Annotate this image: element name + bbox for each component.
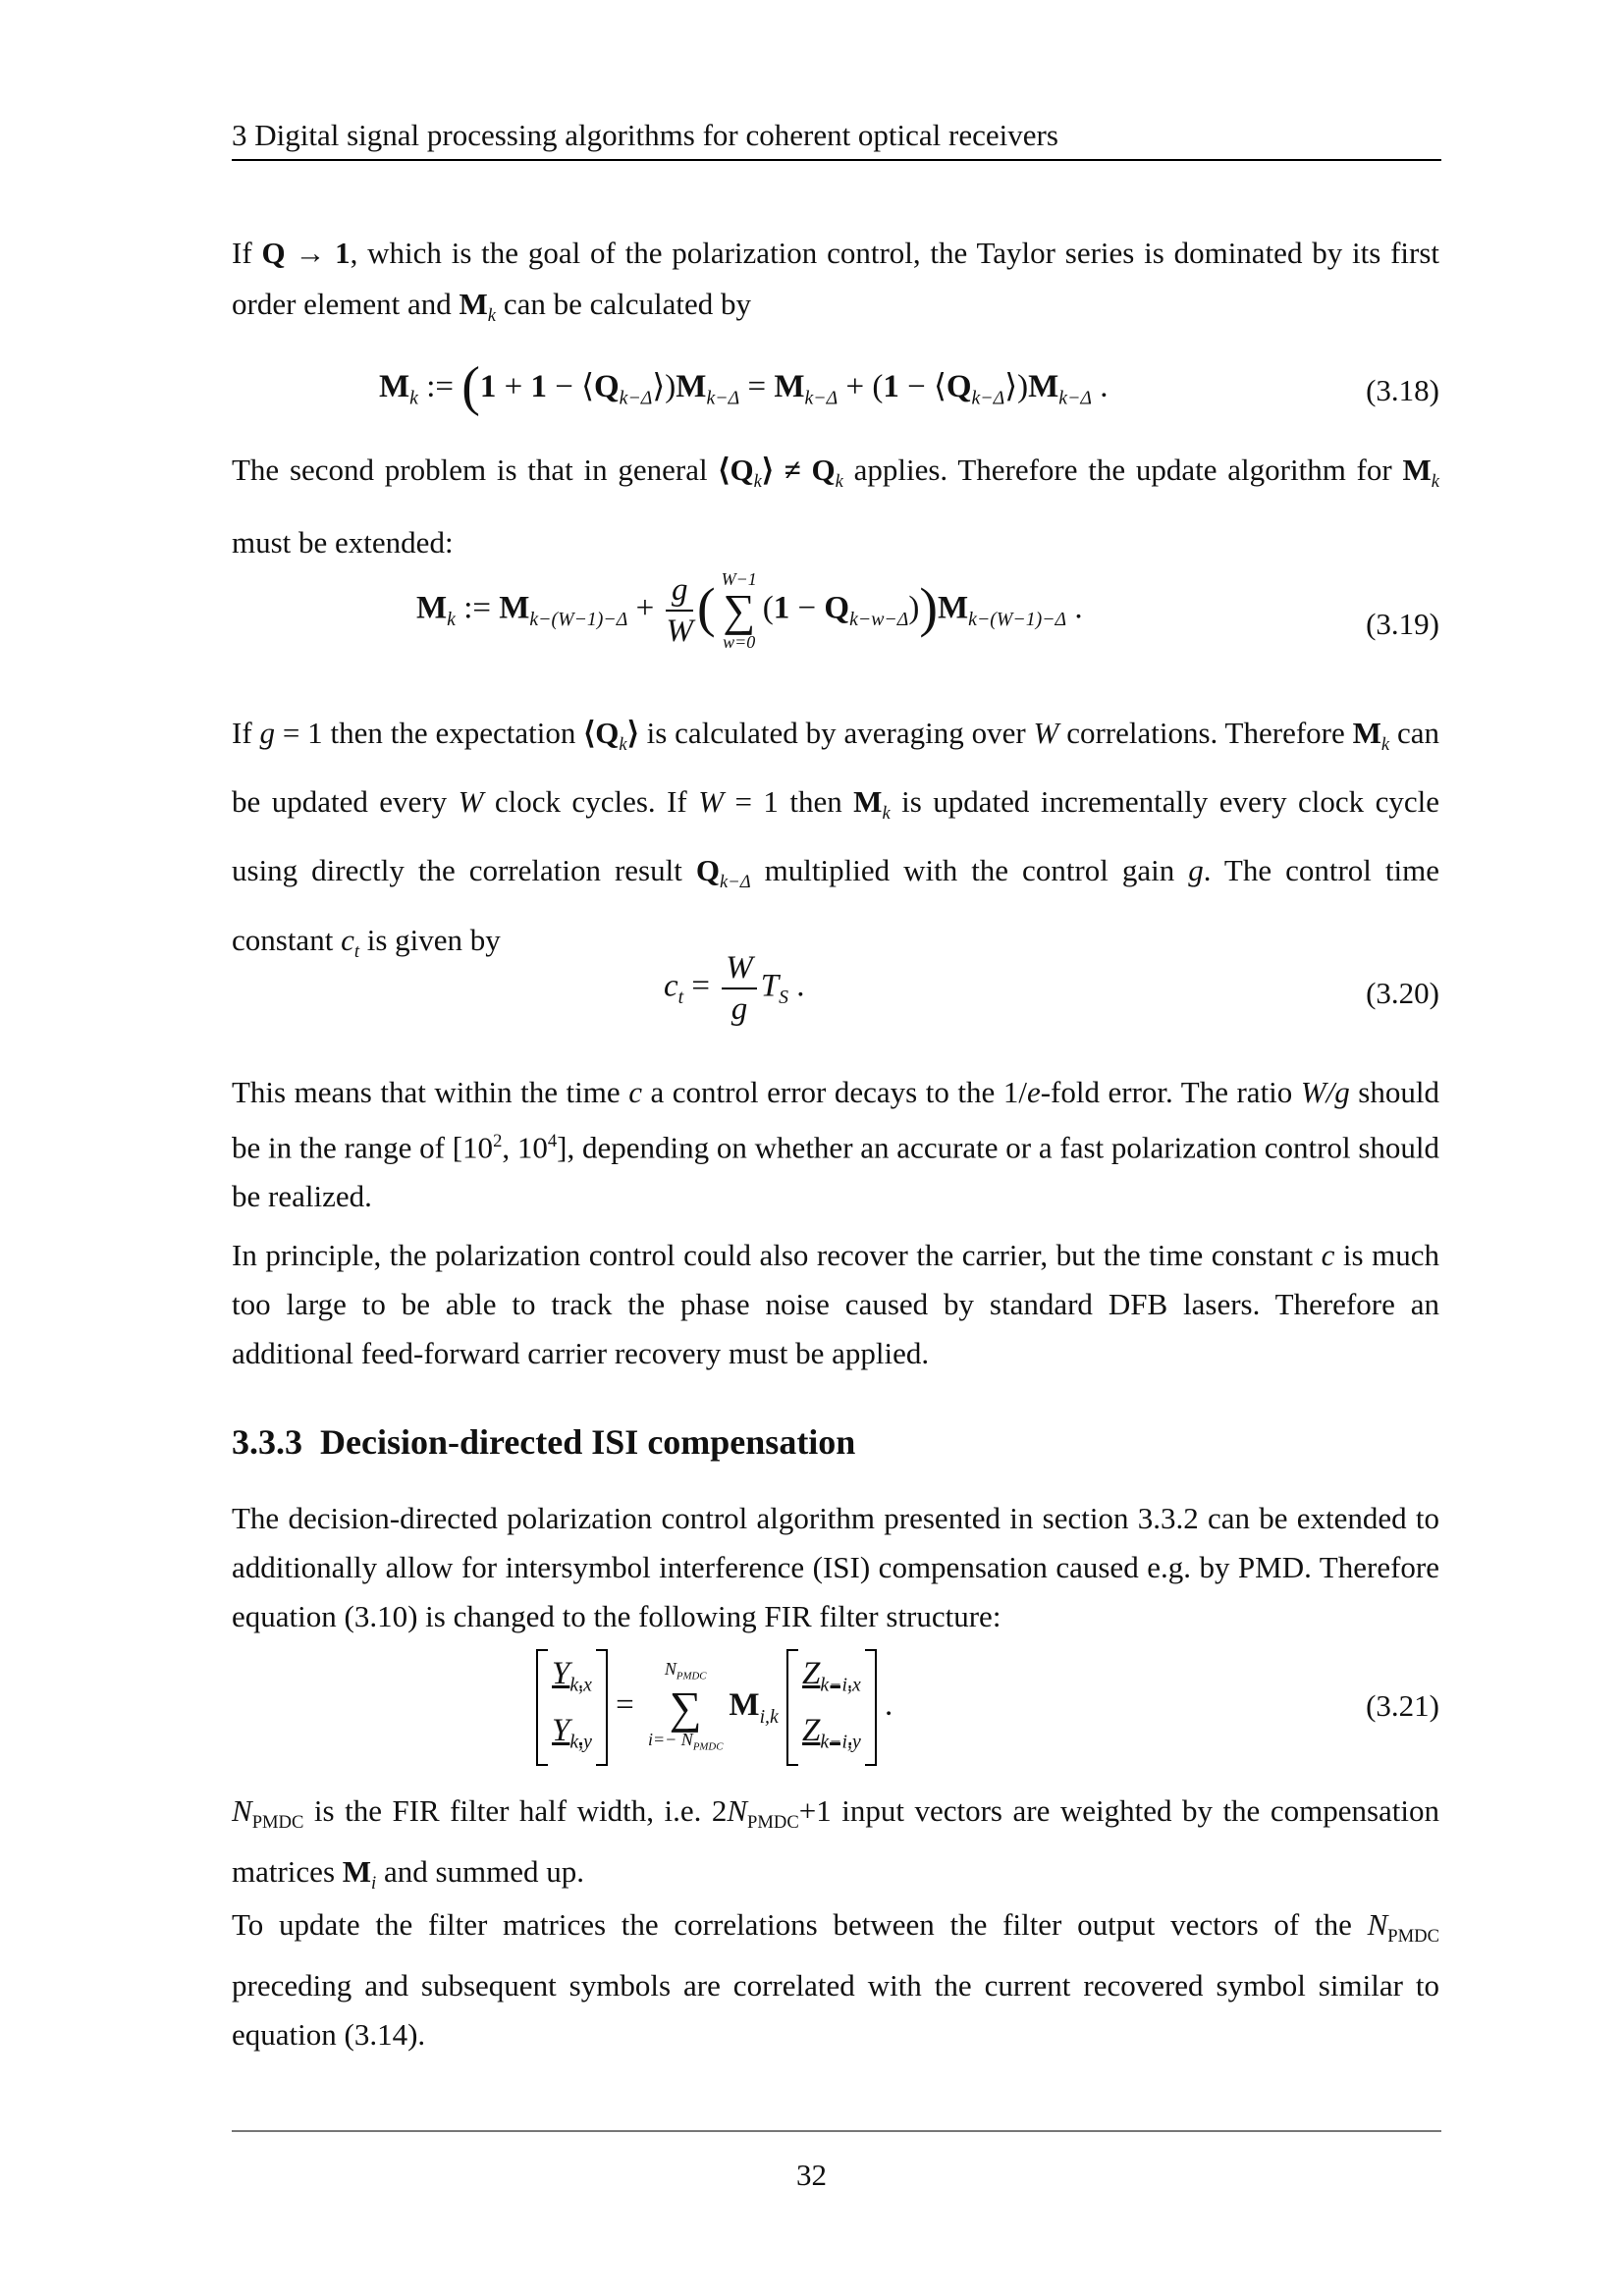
sub: k bbox=[753, 471, 762, 493]
sub: k−Δ bbox=[619, 387, 653, 409]
q: Q bbox=[946, 369, 972, 404]
numerator: g bbox=[666, 570, 693, 612]
cell bbox=[552, 1651, 592, 1708]
op: + ( bbox=[838, 369, 884, 404]
one: 1 bbox=[479, 369, 497, 404]
subscript: k bbox=[487, 305, 497, 327]
lower-limit bbox=[648, 1730, 723, 1757]
z: Z bbox=[802, 1712, 821, 1748]
text: +1 input vectors are weighted by the compensation matrices bbox=[232, 1793, 1439, 1890]
m: M bbox=[499, 590, 530, 626]
text: can be calculated by bbox=[496, 287, 751, 321]
formula bbox=[379, 355, 1109, 418]
sub: k,x bbox=[569, 1674, 592, 1696]
m: M bbox=[729, 1687, 760, 1724]
sub: k−Δ bbox=[1058, 387, 1093, 409]
sub: k−Δ bbox=[706, 387, 740, 409]
sub: k bbox=[835, 471, 843, 493]
sub: i bbox=[371, 1873, 377, 1895]
var: N bbox=[232, 1793, 252, 1828]
expr: ⟩ bbox=[626, 716, 639, 750]
text: applies. Therefore the update algorithm for bbox=[842, 453, 1403, 487]
q: Q bbox=[824, 590, 850, 626]
sub: t bbox=[677, 987, 684, 1009]
sub: PMDC bbox=[251, 1812, 304, 1834]
equation-3-21 bbox=[232, 1649, 1439, 1767]
paragraph-6: The decision-directed polarization control algorithm presented in section 3.3.2 can be extended to additionally allow for intersymbol interference (ISI) compensation caused e.g. by PMD. Therefore equation (3.10) is changed to the following FIR filter structure: bbox=[232, 1501, 1439, 1633]
period: . bbox=[1066, 590, 1083, 626]
text: preceding and subsequent symbols are correlated with the current recovered symbol similar to equation (3.14). bbox=[232, 1968, 1439, 2053]
m: M bbox=[1402, 453, 1432, 487]
symbol-arrow: → 1 bbox=[285, 236, 351, 270]
sub: PMDC bbox=[1387, 1926, 1439, 1948]
matrix-y bbox=[536, 1649, 608, 1766]
sub: k bbox=[1380, 734, 1390, 756]
fraction bbox=[722, 948, 757, 1029]
section-heading bbox=[232, 1421, 855, 1463]
running-header: 3 Digital signal processing algorithms for coherent optical receivers bbox=[232, 116, 1441, 161]
var: W/g bbox=[1300, 1075, 1350, 1109]
footer-rule bbox=[232, 2130, 1441, 2132]
var: N bbox=[727, 1793, 748, 1828]
m: M bbox=[379, 369, 410, 404]
one: 1 bbox=[883, 369, 899, 404]
op: = bbox=[683, 968, 719, 1004]
paren: ) bbox=[908, 590, 920, 626]
text: -fold error. The ratio bbox=[1040, 1075, 1301, 1109]
text: is the FIR filter half width, i.e. 2 bbox=[303, 1793, 728, 1828]
denominator: W bbox=[666, 614, 693, 649]
cell bbox=[802, 1651, 861, 1708]
var: e bbox=[1026, 1075, 1041, 1109]
numerator: W bbox=[722, 948, 757, 989]
text: In principle, the polarization control could also recover the carrier, but the time constant bbox=[232, 1238, 1322, 1272]
var: g bbox=[1188, 853, 1204, 888]
n: N bbox=[664, 1659, 676, 1679]
page-number: 32 bbox=[796, 2158, 827, 2192]
equation-number: (3.18) bbox=[1366, 373, 1439, 407]
var: N bbox=[1367, 1907, 1388, 1942]
op: = bbox=[739, 369, 775, 404]
cell bbox=[552, 1708, 592, 1765]
equation-3-19 bbox=[232, 569, 1439, 677]
var: c bbox=[1321, 1238, 1335, 1272]
paragraph-1 bbox=[232, 228, 1439, 342]
text: is calculated by averaging over bbox=[638, 716, 1034, 750]
m: M bbox=[853, 784, 883, 820]
sub: k−Δ bbox=[719, 872, 751, 893]
op: − ⟨ bbox=[898, 369, 947, 404]
text: If bbox=[232, 716, 260, 750]
symbol-q: Q bbox=[261, 236, 286, 270]
formula bbox=[416, 569, 1083, 652]
paragraph-8 bbox=[232, 1900, 1439, 2059]
equation-number: (3.20) bbox=[1366, 976, 1439, 1010]
sub: PMDC bbox=[692, 1740, 724, 1753]
equation-3-18 bbox=[232, 355, 1439, 434]
section-number: 3.3.3 bbox=[232, 1422, 302, 1462]
paragraph-2 bbox=[232, 440, 1439, 573]
sub: t bbox=[353, 940, 359, 962]
m: M bbox=[1028, 369, 1059, 404]
m: M bbox=[774, 369, 805, 404]
m: M bbox=[1352, 716, 1381, 750]
sum-operator bbox=[722, 569, 757, 652]
period: . bbox=[1092, 369, 1109, 404]
formula bbox=[664, 948, 805, 1029]
expr: ⟨Q bbox=[718, 453, 754, 487]
y: Y bbox=[552, 1712, 570, 1748]
sub: i,k bbox=[759, 1705, 779, 1728]
op: := bbox=[455, 590, 500, 626]
text: = 1 then the expectation bbox=[275, 716, 584, 750]
op: := bbox=[417, 369, 462, 404]
sub: k−w−Δ bbox=[849, 609, 909, 631]
sub: k−(W−1)−Δ bbox=[529, 609, 628, 631]
paragraph-7 bbox=[232, 1787, 1439, 1908]
sub: k bbox=[619, 734, 627, 756]
one: 1 bbox=[773, 590, 790, 626]
sub: PMDC bbox=[676, 1670, 707, 1682]
sub: k bbox=[409, 387, 418, 409]
period: . bbox=[788, 968, 805, 1004]
close: ⟩) bbox=[1004, 369, 1029, 404]
m: M bbox=[938, 590, 969, 626]
var: W bbox=[458, 784, 484, 820]
op: + bbox=[627, 590, 663, 626]
sigma-icon: ∑ bbox=[723, 585, 756, 635]
text: To update the filter matrices the correlations between the filter output vectors of the bbox=[232, 1907, 1368, 1942]
op: − bbox=[789, 590, 825, 626]
text: is much too large to be able to track the phase noise caused by standard DFB lasers. Therefore an additional feed-forward carrier recovery must be applied. bbox=[232, 1238, 1439, 1370]
op: = bbox=[607, 1687, 642, 1724]
cell bbox=[802, 1708, 861, 1765]
upper-limit: W−1 bbox=[721, 569, 757, 589]
t: T bbox=[760, 968, 780, 1004]
sub: k−(W−1)−Δ bbox=[968, 609, 1067, 631]
text: multiplied with the control gain bbox=[750, 853, 1189, 888]
paren: ( bbox=[696, 577, 716, 639]
sigma-icon: ∑ bbox=[669, 1682, 702, 1733]
superscript: 2 bbox=[493, 1131, 503, 1151]
sub: k−Δ bbox=[804, 387, 839, 409]
text: = 1 then bbox=[724, 784, 854, 820]
section-title: Decision-directed ISI compensation bbox=[320, 1422, 856, 1462]
n: i=− N bbox=[648, 1729, 693, 1749]
text: , which is the goal of the polarization control, the Taylor series is dominated by its first order element and bbox=[232, 236, 1440, 321]
paren: ( bbox=[461, 356, 480, 417]
formula bbox=[536, 1649, 893, 1766]
q: Q bbox=[695, 853, 720, 888]
var: c bbox=[341, 922, 354, 957]
sum-operator bbox=[648, 1659, 723, 1756]
text: a control error decays to the 1/ bbox=[641, 1075, 1027, 1109]
superscript: 4 bbox=[547, 1131, 558, 1151]
var: g bbox=[259, 716, 275, 750]
expr: ⟨Q bbox=[583, 716, 620, 750]
var: c bbox=[628, 1075, 642, 1109]
text: clock cycles. If bbox=[483, 784, 699, 820]
text: , 10 bbox=[502, 1130, 548, 1165]
text: The second problem is that in general bbox=[232, 453, 719, 487]
fraction bbox=[666, 570, 693, 651]
y: Y bbox=[552, 1656, 570, 1691]
paren: ) bbox=[919, 577, 939, 639]
denominator: g bbox=[730, 991, 748, 1027]
var: W bbox=[698, 784, 725, 820]
paren: ( bbox=[762, 590, 774, 626]
paragraph-5 bbox=[232, 1231, 1439, 1378]
text: and summed up. bbox=[376, 1854, 585, 1890]
text: correlations. Therefore bbox=[1058, 716, 1353, 750]
text: is given by bbox=[359, 922, 501, 957]
text: is updated incrementally every clock cycle using directly the correlation result bbox=[232, 784, 1439, 888]
sub: S bbox=[779, 987, 789, 1009]
sub: k−i,x bbox=[820, 1674, 861, 1696]
one: 1 bbox=[530, 369, 547, 404]
sub: k−Δ bbox=[971, 387, 1005, 409]
equation-number: (3.21) bbox=[1366, 1688, 1439, 1723]
text: must be extended: bbox=[232, 525, 454, 561]
period: . bbox=[876, 1687, 893, 1724]
lower-limit: w=0 bbox=[723, 632, 756, 652]
op: − ⟨ bbox=[547, 369, 594, 404]
sub: k,y bbox=[569, 1731, 592, 1753]
q: Q bbox=[594, 369, 620, 404]
equation-number: (3.19) bbox=[1366, 607, 1439, 641]
sub: PMDC bbox=[747, 1812, 799, 1834]
matrix-z bbox=[786, 1649, 877, 1766]
m: M bbox=[416, 590, 448, 626]
text: can be updated every bbox=[232, 716, 1439, 820]
text: should be in the range of [10 bbox=[232, 1075, 1439, 1165]
var: W bbox=[1033, 716, 1059, 750]
symbol-m: M bbox=[459, 287, 488, 321]
sub: k bbox=[1431, 471, 1439, 493]
text: This means that within the time bbox=[232, 1075, 629, 1109]
text: ], depending on whether an accurate or a fast polarization control should be realized. bbox=[232, 1130, 1440, 1214]
paragraph-3 bbox=[232, 705, 1439, 981]
sub: k bbox=[447, 609, 456, 631]
op: + bbox=[496, 369, 531, 404]
close: ⟩) bbox=[652, 369, 676, 404]
sub: k−i,y bbox=[820, 1731, 861, 1753]
z: Z bbox=[802, 1656, 821, 1691]
text: . The control time constant bbox=[232, 853, 1439, 957]
paragraph-4 bbox=[232, 1068, 1439, 1221]
text: If bbox=[232, 236, 262, 270]
m: M bbox=[342, 1854, 372, 1890]
c: c bbox=[664, 968, 678, 1004]
m: M bbox=[676, 369, 707, 404]
expr: ⟩ ≠ Q bbox=[761, 453, 836, 487]
sub: k bbox=[882, 803, 891, 825]
equation-3-20 bbox=[232, 948, 1439, 1046]
